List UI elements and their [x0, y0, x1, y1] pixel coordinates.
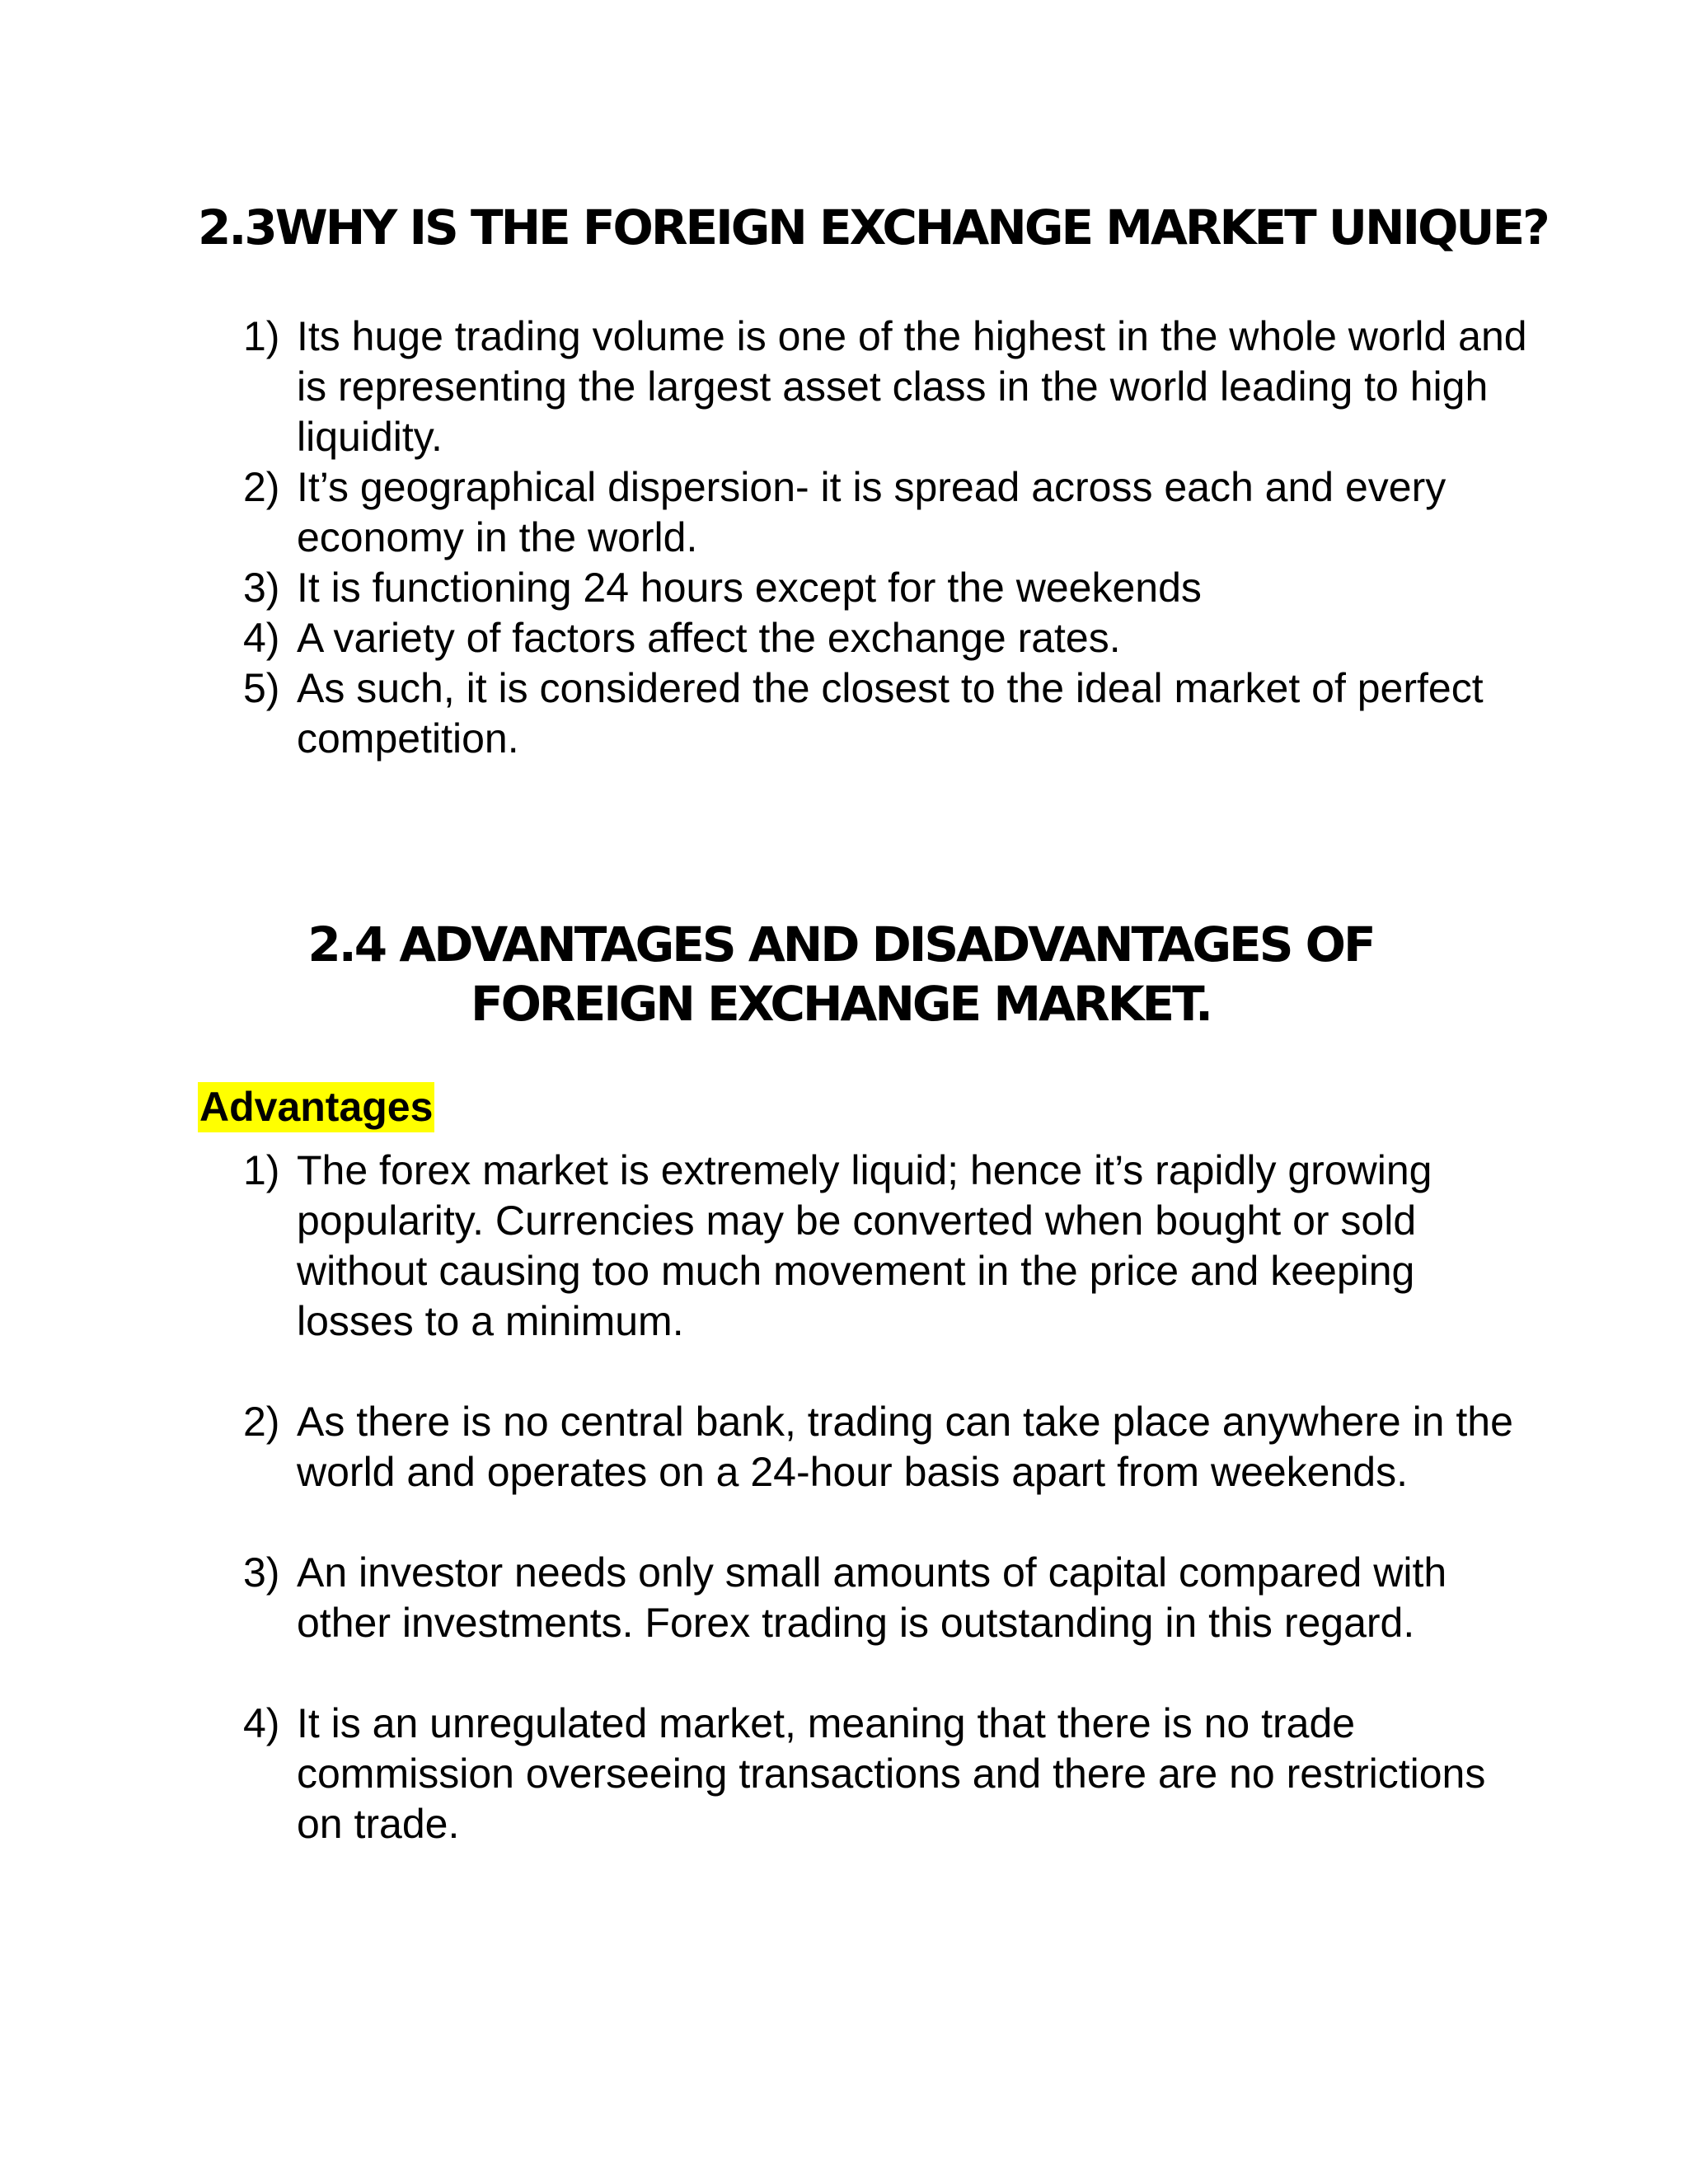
item-number: 3): [243, 1549, 280, 1596]
list-item: [0, 663, 1688, 764]
advantages-subheading: Advantages: [198, 1082, 434, 1132]
item-text: An investor needs only small amounts of capital compared with other investments. Forex trading is outstanding in this regard.: [297, 1549, 1447, 1646]
list-item: [0, 1397, 1688, 1497]
item-number: 1): [243, 313, 280, 359]
list-item: [0, 613, 1688, 663]
unique-features-list: [0, 312, 1688, 764]
list-item: [0, 1548, 1688, 1648]
list-item: [0, 462, 1688, 563]
item-number: 5): [243, 665, 280, 711]
list-item: [0, 563, 1688, 613]
advantages-list: [0, 1146, 1688, 1849]
item-number: 1): [243, 1147, 280, 1193]
item-text: Its huge trading volume is one of the highest in the whole world and is representing the largest asset class in the world leading to high liquidity.: [297, 313, 1527, 460]
item-number: 3): [243, 565, 280, 611]
section-heading-advantages-disadvantages: 2.4 ADVANTAGES AND DISADVANTAGES OF FOREIGN EXCHANGE MARKET.: [307, 916, 1374, 1032]
item-text: As there is no central bank, trading can take place anywhere in the world and operates on a 24-hour basis apart from weekends.: [297, 1399, 1513, 1495]
item-text: It is functioning 24 hours except for the weekends: [297, 565, 1202, 611]
item-number: 4): [243, 615, 280, 661]
item-text: A variety of factors affect the exchange rates.: [297, 615, 1121, 661]
item-text: As such, it is considered the closest to the ideal market of perfect competition.: [297, 665, 1484, 762]
item-number: 2): [243, 464, 280, 510]
list-item: [0, 1146, 1688, 1347]
item-text: The forex market is extremely liquid; hence it’s rapidly growing popularity. Currencies may be converted when bought or sold without causing too much movement in the price and keeping losses to a minimum.: [297, 1147, 1432, 1344]
item-number: 2): [243, 1399, 280, 1445]
item-text: It’s geographical dispersion- it is spread across each and every economy in the world.: [297, 464, 1447, 560]
item-number: 4): [243, 1700, 280, 1746]
list-item: [0, 1699, 1688, 1849]
section-heading-why-unique: 2.3WHY IS THE FOREIGN EXCHANGE MARKET UNIQUE?: [198, 199, 1548, 255]
item-text: It is an unregulated market, meaning that there is no trade commission overseeing transactions and there are no restrictions on trade.: [297, 1700, 1486, 1847]
list-item: [0, 312, 1688, 462]
